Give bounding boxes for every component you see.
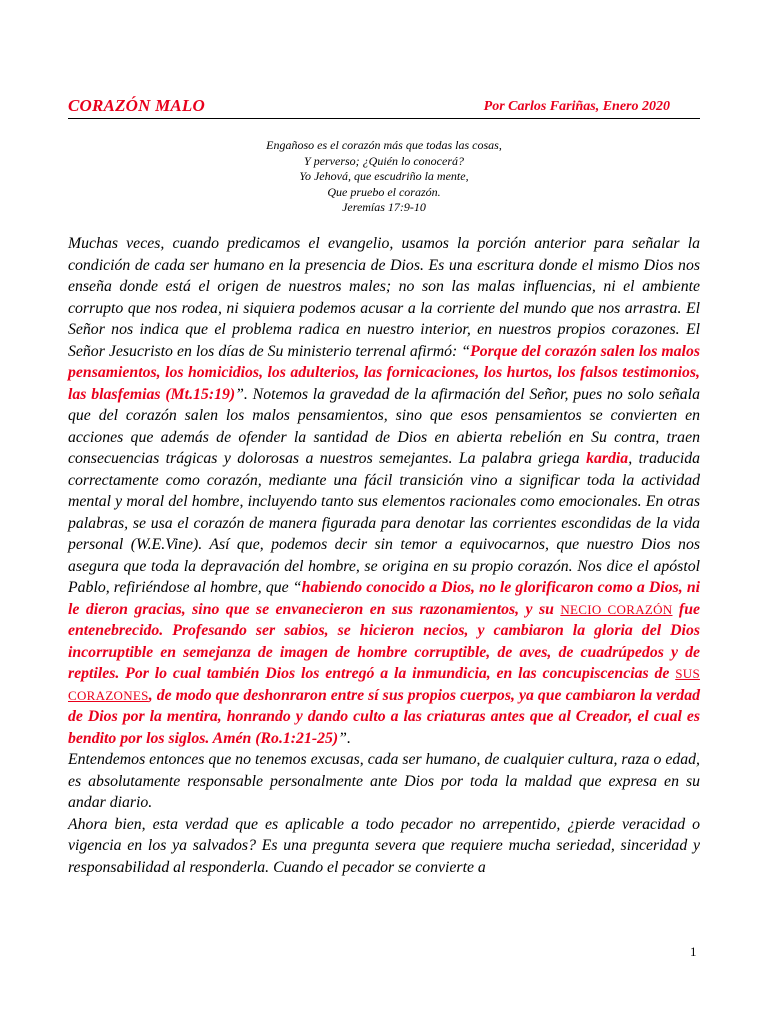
paragraph: Entendemos entonces que no tenemos excusas, cada ser humano, de cualquier cultura, raza o edad, es absolutamente responsable personalmente ante Dios por toda la maldad que expresa en su andar diario. bbox=[68, 751, 700, 811]
highlighted-term: kardia bbox=[586, 450, 629, 467]
author-line: Por Carlos Fariñas, Enero 2020 bbox=[483, 99, 670, 114]
paragraph-text: , traducida correctamente como corazón, mediante una fácil transición vino a significar toda la actividad mental y moral del hombre, incluyendo tanto sus elementos racionales como emocionales. En otras palabras, se usa el corazón de manera figurada para denotar las corrientes escondidas de la vida personal (W.E.Vine). Así que, podemos decir sin temor a equivocarnos, que nuestro Dios nos asegura que toda la depravación del hombre, se origina en su propio corazón. Nos dice el apóstol Pablo, refiriéndose al hombre, que “ bbox=[68, 450, 701, 596]
page-number: 1 bbox=[690, 944, 697, 959]
epigraph-line: Que pruebo el corazón. bbox=[327, 184, 441, 199]
emphasized-phrase: NECIO CORAZÓN bbox=[560, 601, 673, 617]
paragraph bbox=[68, 233, 700, 749]
paragraph-text: Muchas veces, cuando predicamos el evangelio, usamos la porción anterior para señalar la condición de cada ser humano en la presencia de Dios. Es una escritura donde el mismo Dios nos enseña donde está el origen de nuestros males; no son las malas influencias, ni el ambiente corrupto que nos rodea, ni siquiera podemos acusar a la corriente del mundo que nos arrastra. El Señor nos indica que el problema radica en nuestro interior, en nuestros propios corazones. El Señor Jesucristo en los días de Su ministerio terrenal afirmó: “ bbox=[68, 235, 700, 360]
epigraph bbox=[228, 138, 540, 216]
epigraph-line: Yo Jehová, que escudriño la mente, bbox=[299, 169, 469, 183]
paragraph-text: ”. bbox=[338, 729, 351, 747]
document-header bbox=[68, 94, 700, 119]
paragraph-text: ”. Notemos la gravedad de la afirmación del Señor, pues no solo señala que del corazón salen los malos pensamientos, sino que esos pensamientos se convierten en acciones que además de ofender la santidad de Dios en abierta rebelión en Su contra, traen consecuencias trágicas y dolorosas a nuestros semejantes. La palabra griega bbox=[68, 385, 700, 467]
epigraph-line: Engañoso es el corazón más que todas las cosas, bbox=[266, 138, 502, 152]
document-body bbox=[68, 233, 700, 878]
epigraph-line: Y perverso; ¿Quién lo conocerá? bbox=[304, 153, 464, 168]
document-title: CORAZÓN MALO bbox=[68, 96, 205, 115]
scripture-quote: Porque del corazón salen los malos pensamientos, los homicidios, los adulterios, las fornicaciones, los hurtos, los falsos testimonios, las blasfemias (Mt.15:19) bbox=[68, 342, 700, 403]
scripture-quote: fue entenebrecido. Profesando ser sabios, se hicieron necios, y cambiaron la gloria del Dios incorruptible en semejanza de imagen de hombre corruptible, de aves, de cuadrúpedos y de reptiles. Por lo cual también Dios los entregó a la inmundicia, en las concupiscencias de bbox=[68, 600, 700, 682]
scripture-quote: habiendo conocido a Dios, no le glorificaron como a Dios, ni le dieron gracias, sino que se envanecieron en sus razonamientos, y su bbox=[68, 579, 700, 618]
paragraph: Ahora bien, esta verdad que es aplicable a todo pecador no arrepentido, ¿pierde veracidad o vigencia en los ya salvados? Es una pregunta severa que requiere mucha seriedad, sinceridad y responsabilidad al responderla. Cuando el pecador se convierte a bbox=[68, 815, 700, 876]
emphasized-phrase: SUS CORAZONES bbox=[68, 666, 700, 703]
scripture-quote: , de modo que deshonraron entre sí sus propios cuerpos, ya que cambiaron la verdad de Dios por la mentira, honrando y dando culto a las criaturas antes que al Creador, el cual es bendito por los siglos. Amén (Ro.1:21-25) bbox=[68, 686, 700, 747]
epigraph-reference: Jeremías 17:9-10 bbox=[342, 200, 426, 214]
